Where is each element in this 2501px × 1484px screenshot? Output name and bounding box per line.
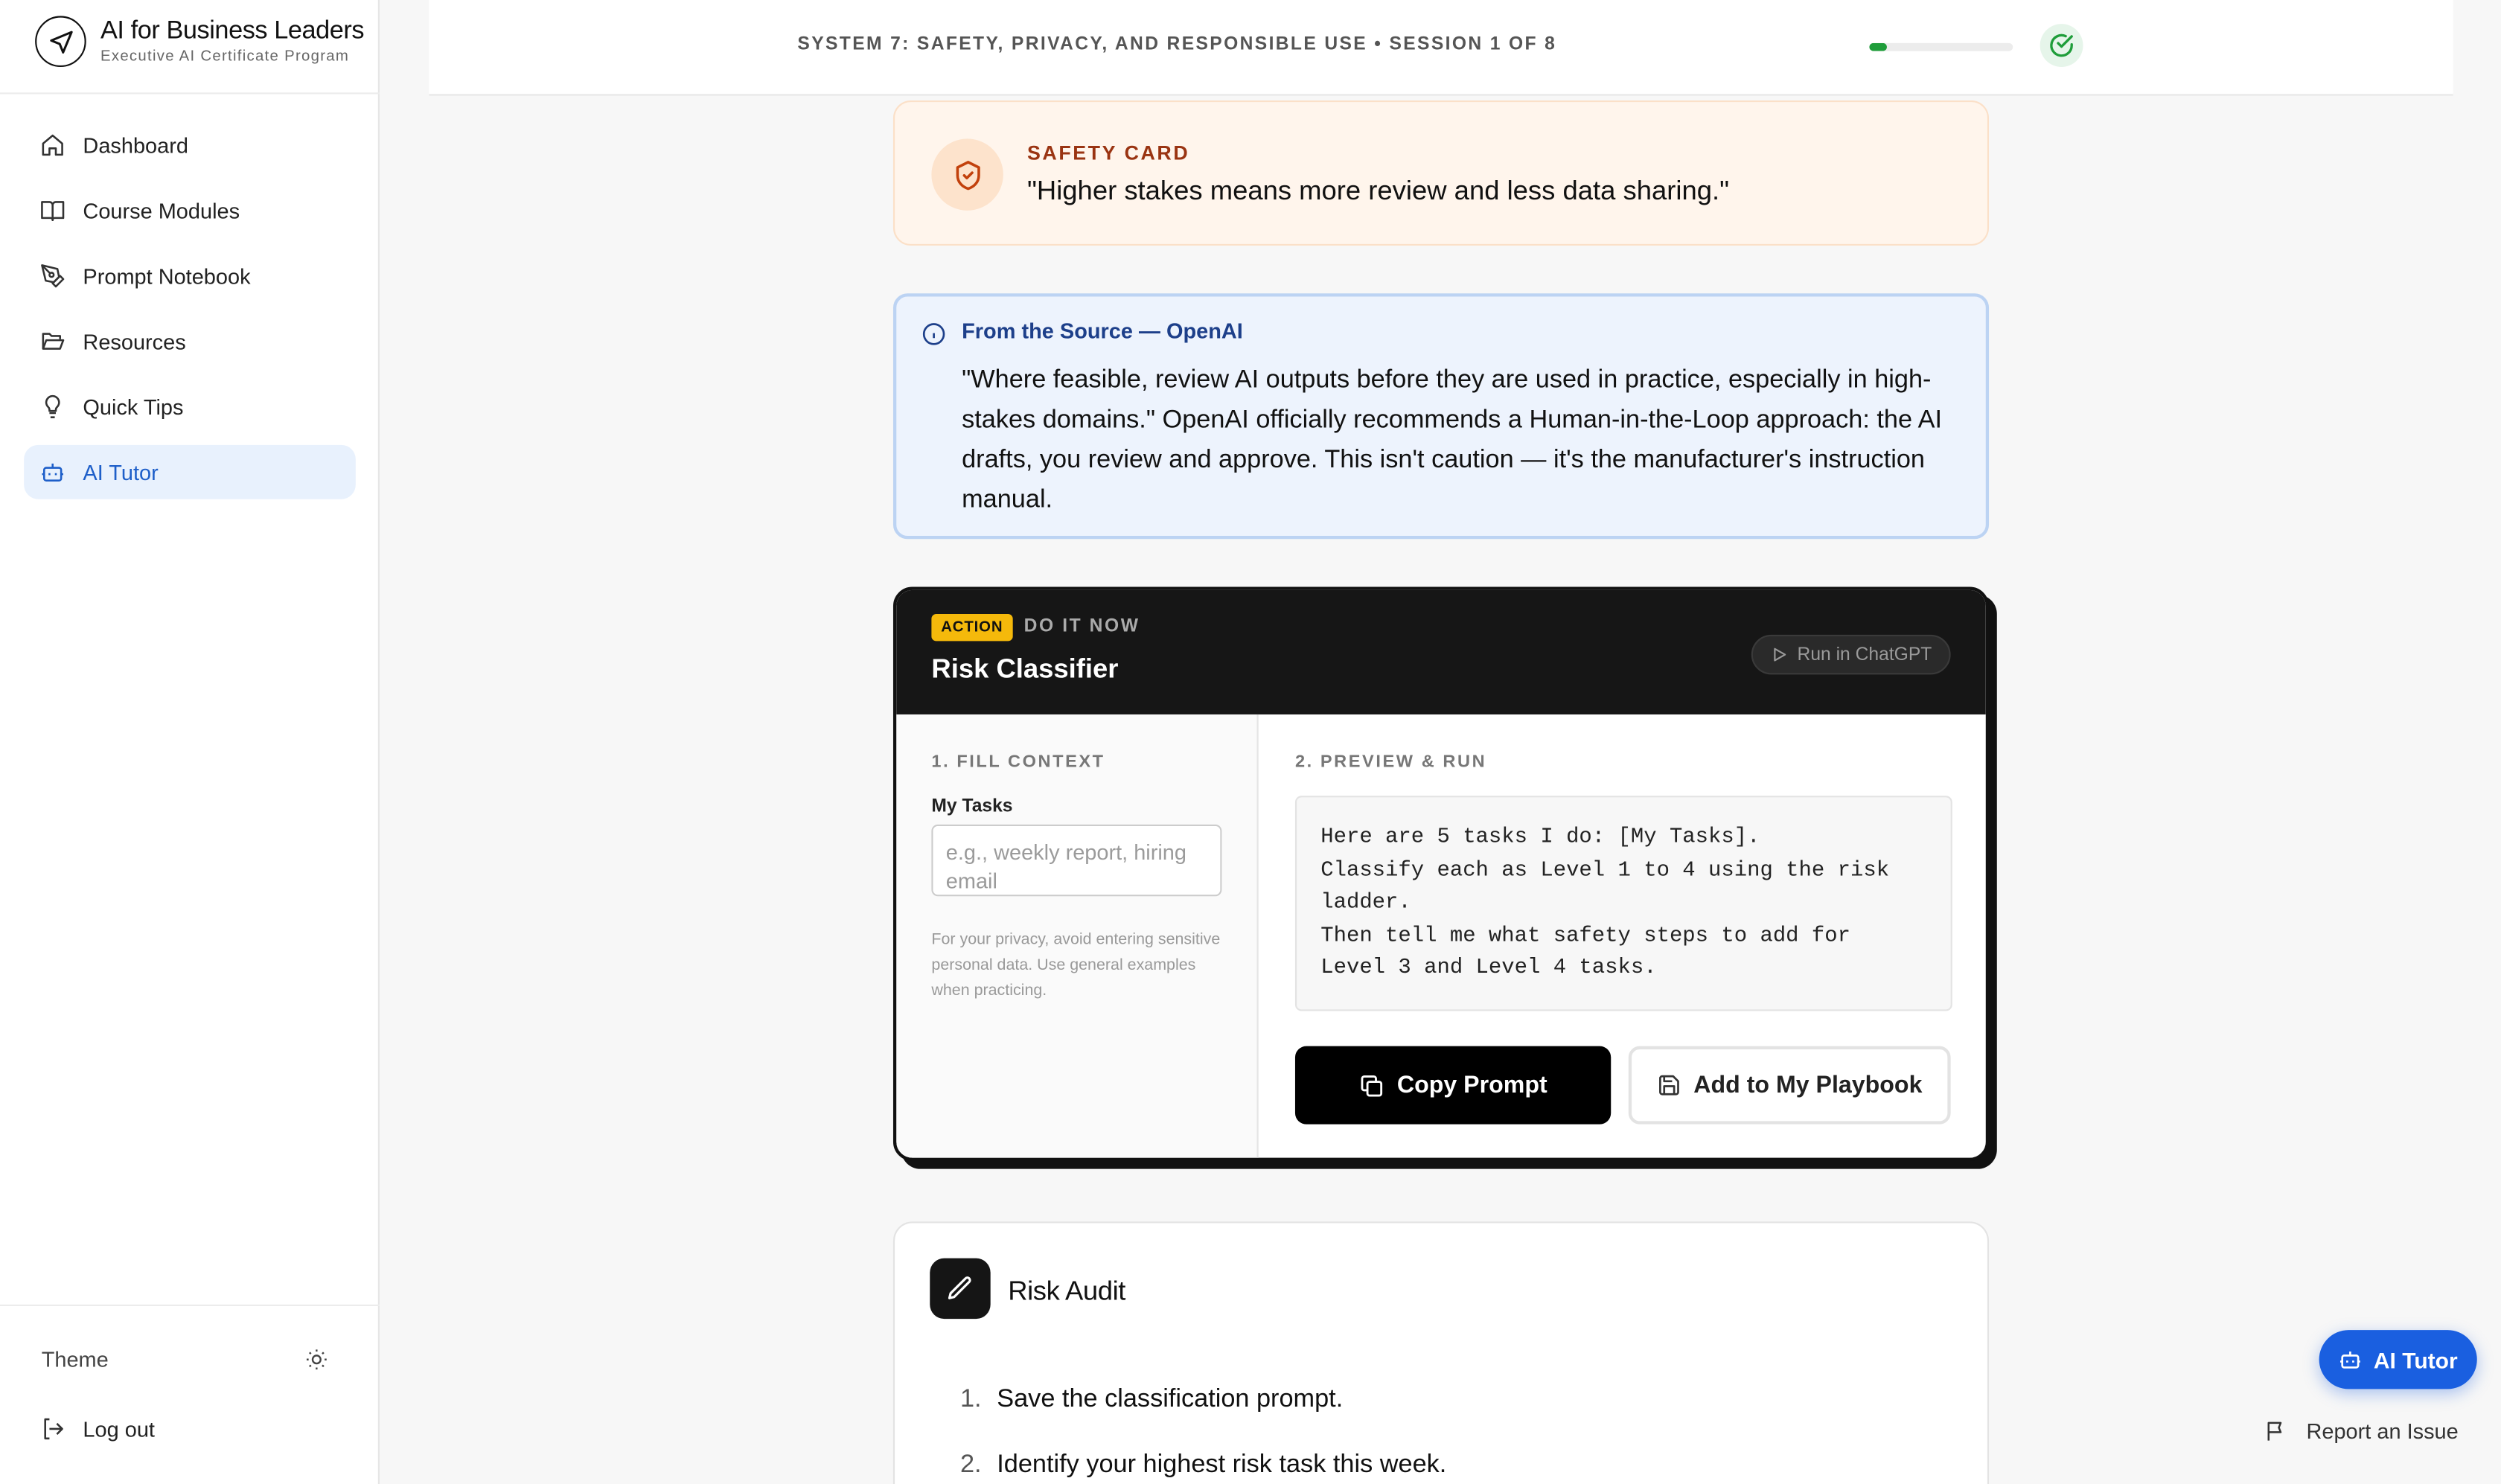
action-title: Risk Classifier <box>931 653 1119 685</box>
navigation-arrow-icon <box>35 16 86 67</box>
source-body: "Where feasible, review AI outputs before they are used in practice, especially in high-stakes domains." OpenAI officially recommends a Human-in-the-Loop approach: the AI drafts, you review and approve. This isn't caution — it's the manufacturer's instruction manual. <box>962 366 1943 514</box>
brand-subtitle: Executive AI Certificate Program <box>100 48 350 65</box>
list-item-text: Identify your highest risk task this week. <box>997 1451 1447 1479</box>
sun-icon[interactable] <box>304 1348 328 1372</box>
copy-label: Copy Prompt <box>1396 1071 1547 1099</box>
logout-label: Log out <box>83 1416 155 1442</box>
safety-card-quote: "Higher stakes means more review and less data sharing." <box>1026 175 1730 206</box>
info-icon <box>922 322 946 354</box>
sidebar-item-course-modules[interactable] <box>24 183 356 237</box>
sidebar-item-label: Resources <box>83 329 186 354</box>
check-circle-icon[interactable] <box>2040 24 2083 67</box>
run-in-chatgpt-button[interactable] <box>1751 635 1951 675</box>
logout-button[interactable] <box>40 1416 155 1442</box>
breadcrumb: SYSTEM 7: SAFETY, PRIVACY, AND RESPONSIBLE USE • SESSION 1 OF 8 <box>797 35 1557 54</box>
list-item <box>960 1451 1446 1484</box>
brand[interactable] <box>35 16 364 67</box>
top-bar <box>429 0 2453 96</box>
sidebar-item-dashboard[interactable] <box>24 118 356 173</box>
save-icon <box>1657 1073 1681 1097</box>
add-to-playbook-button[interactable] <box>1629 1046 1951 1125</box>
privacy-note: For your privacy, avoid entering sensitive personal data. Use general examples when practicing. <box>931 931 1221 1000</box>
session-progress-bar <box>1869 43 2013 51</box>
sidebar-item-label: AI Tutor <box>83 460 159 484</box>
safety-card-label: SAFETY CARD <box>1026 141 1190 164</box>
logout-icon <box>40 1416 66 1442</box>
list-item-number: 1. <box>959 1386 982 1413</box>
copy-icon <box>1358 1072 1384 1098</box>
sidebar-nav <box>24 118 356 511</box>
bot-icon <box>40 459 66 484</box>
folder-open-icon <box>40 328 66 354</box>
copy-prompt-button[interactable] <box>1295 1046 1611 1125</box>
my-tasks-label: My Tasks <box>931 797 1013 817</box>
safety-card <box>893 100 1989 246</box>
lightbulb-icon <box>40 394 66 419</box>
ai-tutor-fab-label: AI Tutor <box>2373 1346 2458 1372</box>
sidebar-item-quick-tips[interactable] <box>24 380 356 434</box>
action-kicker: DO IT NOW <box>1023 617 1140 636</box>
sidebar-item-label: Prompt Notebook <box>83 263 251 288</box>
book-open-icon <box>40 198 66 223</box>
audit-steps-list <box>960 1386 1446 1484</box>
action-card-header <box>896 590 1986 714</box>
sidebar-item-prompt-notebook[interactable] <box>24 249 356 303</box>
fill-context-pane <box>896 714 1258 1161</box>
home-icon <box>40 132 66 158</box>
action-card <box>893 587 1989 1161</box>
risk-audit-card <box>893 1221 1989 1484</box>
bot-icon <box>2339 1348 2363 1372</box>
risk-audit-title: Risk Audit <box>1008 1276 1125 1306</box>
my-tasks-input[interactable] <box>931 825 1221 896</box>
sidebar-item-ai-tutor[interactable] <box>24 445 356 499</box>
report-issue-label: Report an Issue <box>2306 1419 2459 1444</box>
list-item-text: Save the classification prompt. <box>997 1386 1344 1413</box>
list-item-number: 2. <box>959 1451 982 1479</box>
list-item <box>960 1386 1446 1451</box>
play-icon <box>1770 646 1788 664</box>
flag-icon <box>2265 1419 2287 1443</box>
divider <box>0 92 380 94</box>
divider <box>0 1305 380 1306</box>
source-callout <box>893 293 1989 539</box>
brand-title: AI for Business Leaders <box>100 17 365 45</box>
sidebar-item-resources[interactable] <box>24 314 356 368</box>
run-label: Run in ChatGPT <box>1797 645 1932 665</box>
step1-label: 1. FILL CONTEXT <box>931 752 1105 773</box>
report-issue-link[interactable] <box>2265 1419 2459 1443</box>
source-title: From the Source — OpenAI <box>962 319 1243 343</box>
action-badge: ACTION <box>931 614 1012 641</box>
step2-label: 2. PREVIEW & RUN <box>1294 752 1487 773</box>
ai-tutor-fab[interactable] <box>2319 1330 2477 1389</box>
theme-toggle[interactable] <box>42 1348 329 1372</box>
prompt-preview: Here are 5 tasks I do: [My Tasks]. Classify each as Level 1 to 4 using the risk ladder. Then tell me what safety steps to add for Level 3 and Level 4 tasks. <box>1295 796 1952 1011</box>
playbook-label: Add to My Playbook <box>1693 1071 1923 1099</box>
sidebar-item-label: Quick Tips <box>83 394 184 419</box>
sidebar-item-label: Course Modules <box>83 198 240 223</box>
progress-fill <box>1869 43 1887 51</box>
sidebar <box>0 0 380 1484</box>
sidebar-item-label: Dashboard <box>83 132 188 158</box>
shield-check-icon <box>931 138 1003 210</box>
pen-nib-icon <box>40 263 66 289</box>
pencil-icon <box>930 1258 990 1319</box>
theme-label: Theme <box>41 1347 109 1372</box>
